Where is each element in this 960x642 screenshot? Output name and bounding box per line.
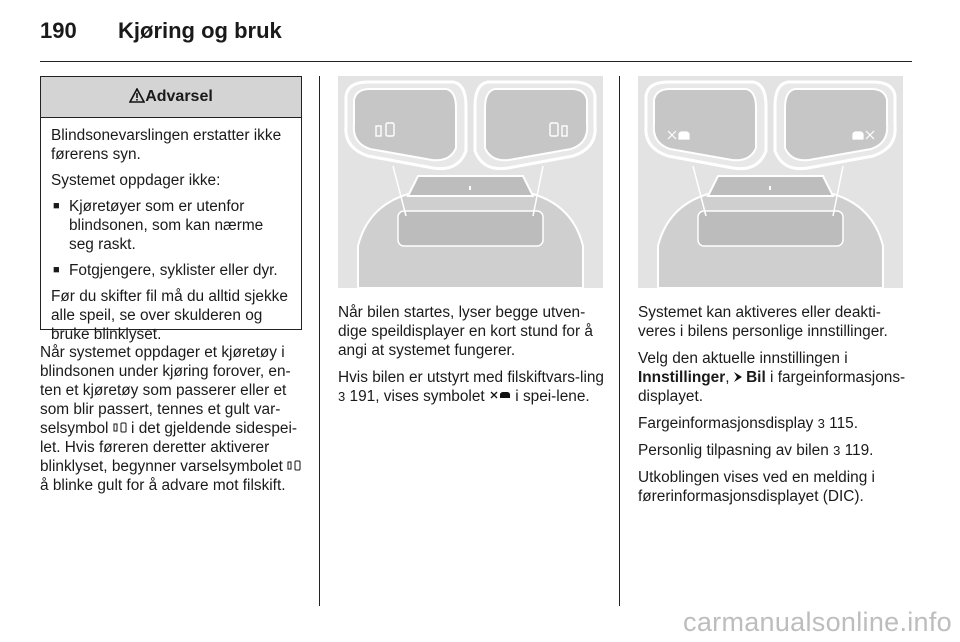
- blind-spot-paragraph: Når systemet oppdager et kjøretøy i blindsonen under kjøring forover, en-ten et kjøretøy som passerer eller et som blir passert, tennes et gult var-selsymbol i det gjeldende sidespei-let. Hvis føreren deretter aktiverer blinklyset, begynner varselsymbolet å blinke gult for å advare mot filskift.: [40, 343, 305, 495]
- mirror-illustration-blind-spot: [338, 76, 603, 288]
- mirror-illustration-lane-change: [638, 76, 903, 288]
- blind-spot-symbol-icon: [287, 460, 301, 471]
- settings-paragraph: Velg den aktuelle innstillingen i Innstillinger, Bil i fargeinformasjons-displayet.: [638, 350, 906, 405]
- personalization-reference-paragraph: Personlig tilpasning av bilen 3 119.: [638, 442, 874, 459]
- menu-arrow-icon: [734, 372, 742, 382]
- column-1: [40, 343, 305, 503]
- page-reference[interactable]: 119.: [844, 442, 874, 459]
- page-reference[interactable]: 115.: [829, 415, 858, 432]
- warning-header: [41, 77, 301, 118]
- header-rule: [40, 61, 912, 62]
- warning-list: [51, 197, 291, 280]
- page-number: 190: [40, 18, 77, 43]
- watermark: carmanualsonline.info: [683, 607, 952, 637]
- warning-box: [40, 76, 302, 343]
- blind-spot-symbol-icon: [113, 422, 127, 433]
- warning-text-2: Systemet oppdager ikke:: [51, 172, 221, 189]
- startup-paragraph: Når bilen startes, lyser begge utven-dige speildisplayer en kort stund for å angi at systemet fungerer.: [338, 304, 593, 359]
- car-menu-label: Bil: [746, 369, 766, 386]
- page-reference[interactable]: 191: [349, 388, 376, 405]
- warning-text-3: Før du skifter fil må du alltid sjekke alle speil, se over skulderen og bruke blinklyset.: [51, 288, 288, 343]
- column-divider-1: [319, 76, 320, 606]
- page-reference-icon: 3: [817, 416, 825, 431]
- settings-menu-label: Innstillinger: [638, 369, 726, 386]
- chapter-title: Kjøring og bruk: [118, 18, 282, 43]
- page-reference-icon: 3: [338, 389, 346, 404]
- warning-text-1: Blindsonevarslingen erstatter ikke førerens syn.: [51, 127, 282, 163]
- display-reference-paragraph: Fargeinformasjonsdisplay 3 115.: [638, 415, 858, 432]
- activation-paragraph: Systemet kan aktiveres eller deakti-veres i bilens personlige innstillinger.: [638, 304, 888, 340]
- lane-change-symbol-icon: [489, 390, 511, 401]
- page-reference-icon: 3: [833, 443, 841, 458]
- warning-triangle-icon: [129, 88, 145, 103]
- dic-paragraph: Utkoblingen vises ved en melding i førerinformasjonsdisplayet (DIC).: [638, 469, 875, 505]
- column-2: [338, 303, 606, 414]
- warning-title: Advarsel: [145, 88, 213, 105]
- warning-bullet: ■ Fotgjengere, syklister eller dyr.: [51, 261, 291, 280]
- warning-bullet: ■ Kjøretøyer som er utenfor blindsonen, som kan nærme seg raskt.: [51, 197, 291, 254]
- lane-change-paragraph: Hvis bilen er utstyrt med filskiftvars-ling 3 191, vises symbolet i spei-lene.: [338, 369, 604, 405]
- column-divider-2: [619, 76, 620, 606]
- column-3: [638, 303, 906, 514]
